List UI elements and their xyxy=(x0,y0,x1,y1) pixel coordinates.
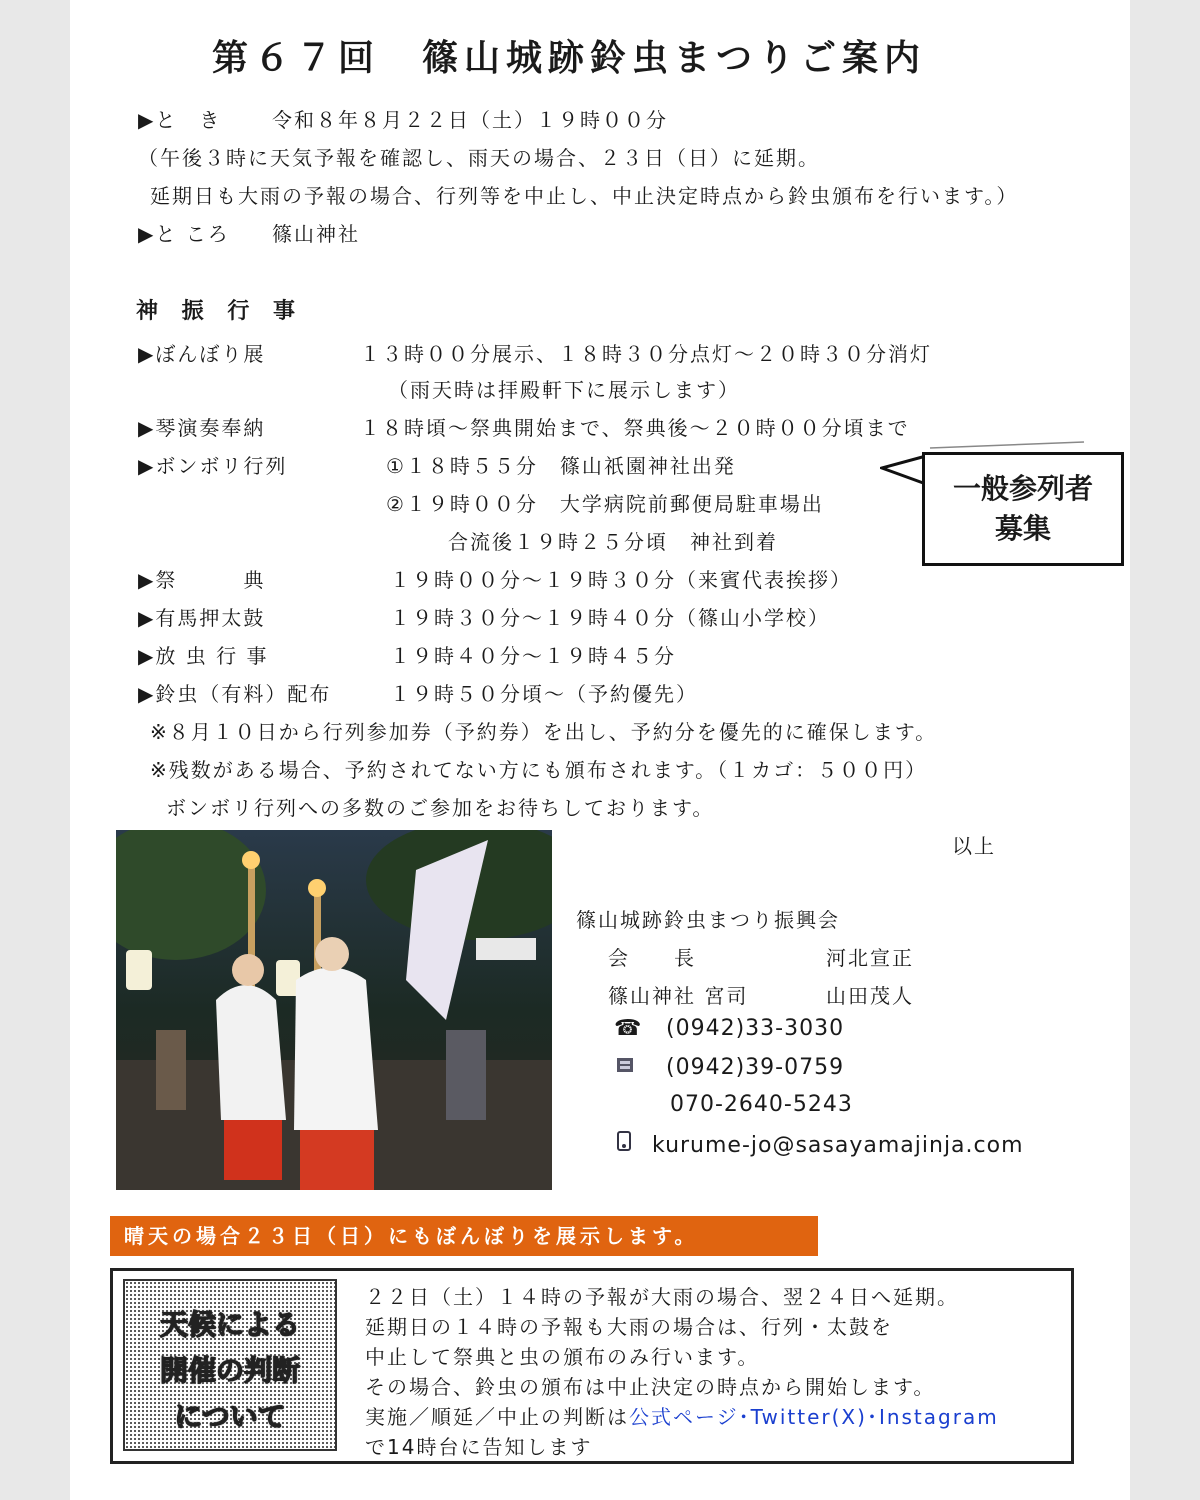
bubble-line-2: 募集 xyxy=(994,512,1051,545)
note-line: ※残数がある場合、予約されてない方にも頒布されます。（１カゴ：５００円） xyxy=(150,758,928,782)
chair-role: 会 長 xyxy=(608,946,696,970)
chair-name: 河北宣正 xyxy=(826,946,914,970)
place-label: ▶と ころ xyxy=(138,222,230,246)
event-value: １９時４０分～１９時４５分 xyxy=(390,644,676,668)
weather-line: ２２日（土）１４時の予報が大雨の場合、翌２４日へ延期。 xyxy=(365,1285,959,1309)
organizer-name: 篠山城跡鈴虫まつり振興会 xyxy=(576,908,840,932)
sunny-day-banner: 晴天の場合２３日（日）にもぼんぼりを展示します。 xyxy=(110,1216,818,1256)
mobile-number[interactable]: 070-2640-5243 xyxy=(670,1092,853,1117)
weather-announcement xyxy=(365,1401,999,1430)
event-value: １３時００分展示、１８時３０分点灯～２０時３０分消灯 xyxy=(360,342,932,366)
priest-name: 山田茂人 xyxy=(826,984,914,1008)
weather-line: で14時台に告知します xyxy=(365,1435,593,1459)
time-label: ▶と き xyxy=(138,108,222,132)
phone-row xyxy=(614,1016,844,1041)
weather-label-line: について xyxy=(174,1400,286,1433)
weather-line: 延期日の１４時の予報も大雨の場合は、行列・太鼓を xyxy=(365,1315,893,1339)
event-value: １９時３０分～１９時４０分（篠山小学校） xyxy=(390,606,830,630)
procession-photo xyxy=(116,830,552,1190)
closing-text: 以上 xyxy=(952,834,996,858)
weather-label-line: 開催の判断 xyxy=(159,1354,300,1387)
email-address[interactable]: kurume-jo@sasayamajinja.com xyxy=(652,1133,1024,1158)
event-value: （雨天時は拝殿軒下に展示します） xyxy=(388,378,740,402)
event-label: ▶ぼんぼり展 xyxy=(138,342,266,366)
event-label: ▶琴演奏奉納 xyxy=(138,416,266,440)
event-label: ▶ボンボリ行列 xyxy=(138,454,288,478)
event-value: １９時５０分頃～（予約優先） xyxy=(390,682,698,706)
event-value: 合流後１９時２５分頃 神社到着 xyxy=(448,530,778,554)
event-label: ▶有馬押太鼓 xyxy=(138,606,266,630)
social-links[interactable]: 公式ページ･Twitter(X)･Instagram xyxy=(629,1405,999,1429)
weather-decision-box xyxy=(110,1268,1074,1464)
phone-icon: ☎ xyxy=(614,1016,643,1041)
event-value: １９時００分～１９時３０分（来賓代表挨拶） xyxy=(390,568,852,592)
mail-icon xyxy=(614,1130,636,1158)
weather-note-1: （午後３時に天気予報を確認し、雨天の場合、２３日（日）に延期。 xyxy=(138,146,820,170)
note-line: ※８月１０日から行列参加券（予約券）を出し、予約分を優先的に確保します。 xyxy=(150,720,938,744)
fax-icon xyxy=(614,1054,636,1080)
weather-line: 中止して祭典と虫の頒布のみ行います。 xyxy=(365,1345,760,1369)
time-value: 令和８年８月２２日（土）１９時００分 xyxy=(272,108,668,132)
fax-number[interactable]: (0942)39-0759 xyxy=(666,1055,845,1080)
announcement-prefix: 実施／順延／中止の判断は xyxy=(365,1405,629,1429)
email-row xyxy=(614,1130,1024,1158)
page-title: 第６７回 篠山城跡鈴虫まつりご案内 xyxy=(212,38,927,79)
weather-line: その場合、鈴虫の頒布は中止決定の時点から開始します。 xyxy=(365,1375,936,1399)
event-value: １８時頃～祭典開始まで、祭典後～２０時００分頃まで xyxy=(360,416,910,440)
weather-label-line: 天候による xyxy=(159,1308,300,1341)
event-value: ①１８時５５分 篠山祇園神社出発 xyxy=(386,454,736,478)
fax-row xyxy=(614,1054,844,1080)
weather-note-2: 延期日も大雨の予報の場合、行列等を中止し、中止決定時点から鈴虫頒布を行います。） xyxy=(150,184,1019,208)
place-value: 篠山神社 xyxy=(272,222,360,246)
event-label: ▶鈴虫（有料）配布 xyxy=(138,682,332,706)
bubble-line-1: 一般参列者 xyxy=(952,472,1093,505)
recruit-bubble xyxy=(922,452,1124,566)
event-label: ▶放 虫 行 事 xyxy=(138,644,269,668)
phone-number[interactable]: (0942)33-3030 xyxy=(666,1016,845,1041)
event-label: ▶祭 典 xyxy=(138,568,266,592)
weather-label-box xyxy=(123,1279,337,1451)
section-heading: 神 振 行 事 xyxy=(136,299,303,324)
note-line: ボンボリ行列への多数のご参加をお待ちしております。 xyxy=(166,796,715,820)
priest-role: 篠山神社 宮司 xyxy=(608,984,749,1008)
event-value: ②１９時００分 大学病院前郵便局駐車場出 xyxy=(386,492,824,516)
